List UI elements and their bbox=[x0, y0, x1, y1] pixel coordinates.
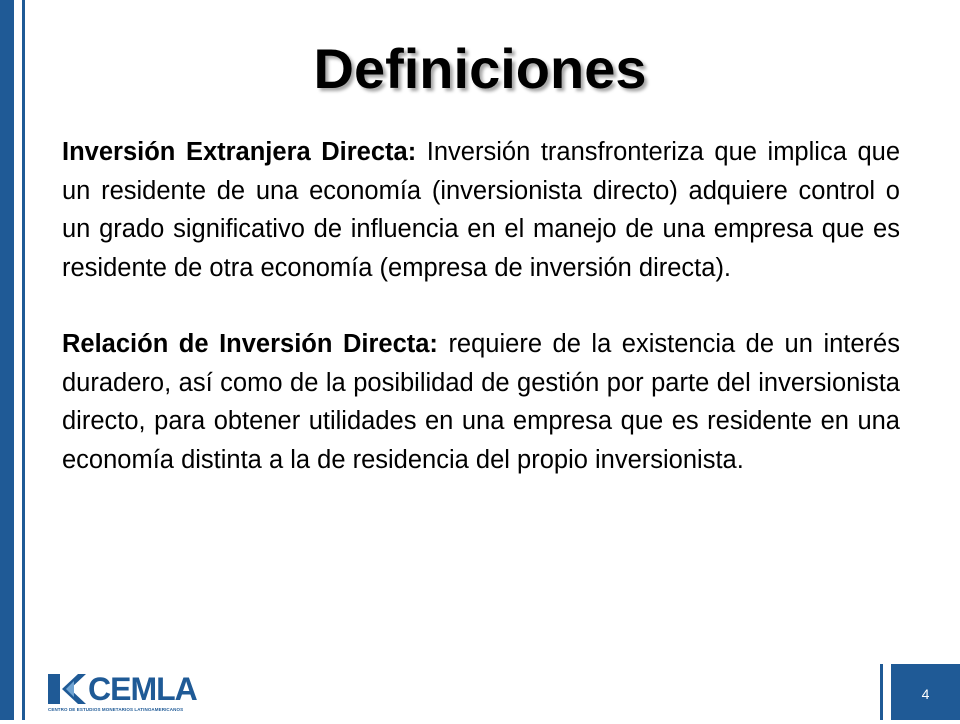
definition-term: Relación de Inversión Directa: bbox=[62, 330, 438, 358]
page-number: 4 bbox=[891, 664, 960, 720]
left-accent-band bbox=[0, 0, 14, 720]
logo-subtitle: CENTRO DE ESTUDIOS MONETARIOS LATINOAMERICANOS bbox=[48, 707, 184, 712]
slide-title: Definiciones bbox=[313, 37, 647, 100]
definition-text: Inversión transfronteriza que implica que un residente de una economía (inversionista directo) adquiere control o un grado significativo de influencia en el manejo de una empresa que es residente de otra economía (empresa de inversión directa). bbox=[62, 138, 900, 282]
slide-body bbox=[62, 133, 900, 479]
cemla-logo-icon bbox=[48, 674, 86, 704]
cemla-logo bbox=[48, 671, 198, 718]
definition-text: requiere de la existencia de un interés duradero, así como de la posibilidad de gestión por parte del inversionista directo, para obtener utilidades en una empresa que es residente en una economía distinta a la de residencia del propio inversionista. bbox=[62, 330, 900, 474]
logo-wordmark: CEMLA bbox=[88, 671, 197, 707]
definition-term: Inversión Extranjera Directa: bbox=[62, 138, 417, 166]
definition-ied bbox=[62, 133, 900, 287]
definition-relacion bbox=[62, 325, 900, 479]
footer-accent-line bbox=[880, 664, 883, 720]
left-accent-line bbox=[22, 0, 25, 720]
